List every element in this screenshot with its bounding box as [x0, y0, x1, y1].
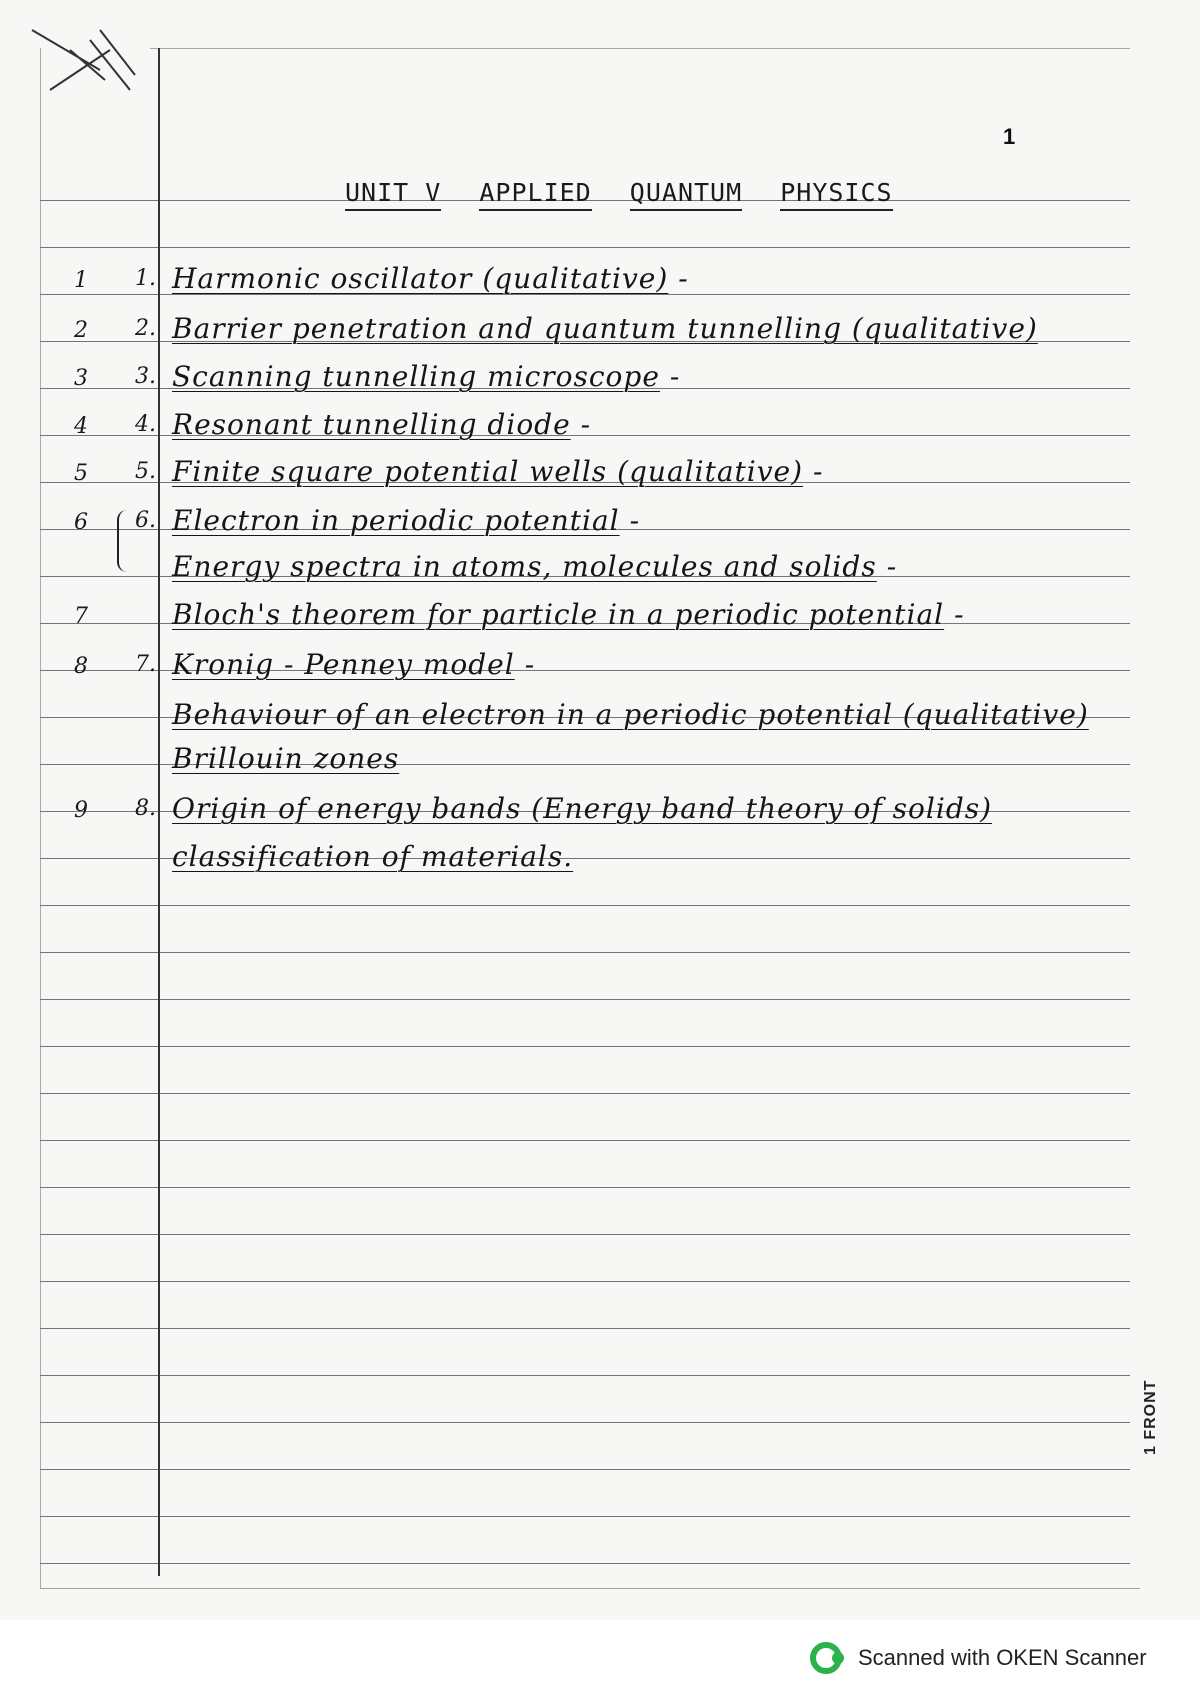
- item-line: [172, 742, 409, 775]
- scanner-text: Scanned with OKEN Scanner: [858, 1645, 1147, 1670]
- item-line: [172, 840, 583, 873]
- tick-mark: -: [886, 550, 898, 583]
- ruled-line: [40, 999, 1130, 1000]
- item-text: Harmonic oscillator (qualitative): [172, 262, 669, 295]
- page-bottom-edge: [40, 1588, 1140, 1589]
- page-top-edge: [150, 48, 1130, 49]
- item-number: 4.: [135, 412, 156, 437]
- ruled-line: [40, 1422, 1130, 1423]
- item-number: 2.: [135, 316, 156, 341]
- tick-mark: -: [524, 648, 536, 681]
- item-number: 6.: [135, 508, 156, 533]
- item-number: 5.: [135, 459, 156, 484]
- item-line: [172, 598, 965, 631]
- scanner-watermark: [808, 1636, 1147, 1680]
- item-number: 1.: [135, 266, 156, 291]
- ruled-line: [40, 1093, 1130, 1094]
- page-title: [345, 178, 915, 207]
- item-text: Behaviour of an electron in a periodic potential (qualitative): [172, 698, 1089, 731]
- corner-scribble-icon: [30, 20, 140, 110]
- item-text: Energy spectra in atoms, molecules and solids: [172, 550, 877, 583]
- margin-number: 4: [74, 414, 88, 439]
- item-line: [172, 550, 897, 583]
- item-text: Resonant tunnelling diode: [172, 408, 571, 441]
- edge-label: 1 FRONT: [1142, 1379, 1159, 1455]
- item-text: Electron in periodic potential: [172, 504, 620, 537]
- item-text: classification of materials.: [172, 840, 574, 873]
- tick-mark: -: [954, 598, 965, 631]
- item-number: 3.: [135, 364, 156, 389]
- margin-number: 8: [74, 654, 88, 679]
- ruled-line: [40, 1563, 1130, 1564]
- item-line: [172, 408, 591, 441]
- item-line: [172, 792, 1002, 825]
- ruled-line: [40, 247, 1130, 248]
- item-text: Barrier penetration and quantum tunnelling (qualitative): [172, 312, 1038, 345]
- ruled-line: [40, 1187, 1130, 1188]
- margin-number: 2: [74, 318, 88, 343]
- title-word-physics: PHYSICS: [780, 178, 892, 211]
- tick-mark: -: [580, 408, 592, 441]
- item-text: Scanning tunnelling microscope: [172, 360, 660, 393]
- margin-line: [158, 48, 160, 1576]
- item-number: 7.: [135, 652, 156, 677]
- item-line: [172, 648, 535, 681]
- ruled-line: [40, 1516, 1130, 1517]
- ruled-line: [40, 1234, 1130, 1235]
- item-text: Origin of energy bands (Energy band theory of solids): [172, 792, 993, 825]
- item-line: [172, 504, 640, 537]
- item-line: [172, 360, 680, 393]
- margin-number: 7: [74, 604, 88, 629]
- ruled-line: [40, 1469, 1130, 1470]
- item-line: [172, 312, 1048, 345]
- item-line: [172, 455, 824, 488]
- tick-mark: -: [669, 360, 681, 393]
- tick-mark: -: [813, 455, 824, 488]
- margin-number: 5: [74, 461, 88, 486]
- oken-logo-icon: [808, 1638, 848, 1678]
- ruled-line: [40, 1281, 1130, 1282]
- margin-number: 9: [74, 798, 88, 823]
- margin-number: 1: [74, 268, 88, 293]
- ruled-line: [40, 952, 1130, 953]
- item-text: Kronig - Penney model: [172, 648, 515, 681]
- item-number: 8.: [135, 796, 156, 821]
- ruled-line: [40, 1375, 1130, 1376]
- margin-number: 6: [74, 510, 88, 535]
- ruled-line: [40, 905, 1130, 906]
- item-line: [172, 262, 689, 295]
- ruled-line: [40, 1140, 1130, 1141]
- title-word-quantum: QUANTUM: [630, 178, 742, 211]
- title-word-applied: APPLIED: [479, 178, 591, 211]
- page-number: 1: [1003, 124, 1016, 149]
- tick-mark: -: [678, 262, 689, 295]
- ruled-line: [40, 1046, 1130, 1047]
- ruled-line: [40, 1328, 1130, 1329]
- item-text: Bloch's theorem for particle in a periodic potential: [172, 598, 945, 631]
- item-line: [172, 698, 1099, 731]
- tick-mark: -: [629, 504, 641, 537]
- margin-number: 3: [74, 366, 88, 391]
- title-unit: UNIT V: [345, 178, 441, 211]
- item-text: Brillouin zones: [172, 742, 400, 775]
- brace-mark: [117, 510, 129, 572]
- item-text: Finite square potential wells (qualitative): [172, 455, 804, 488]
